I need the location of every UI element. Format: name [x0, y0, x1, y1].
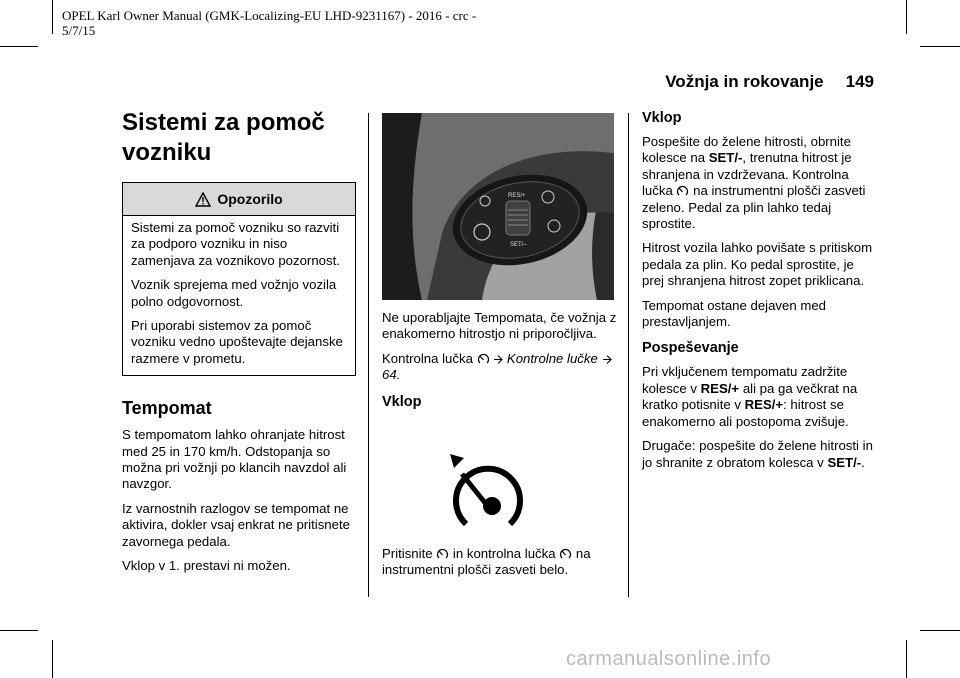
- page-reference[interactable]: 64: [382, 367, 397, 383]
- crop-mark: [52, 640, 53, 678]
- paragraph: [642, 134, 878, 232]
- paragraph: S tempomatom lahko ohranjate hitrost med 25 in 170 km/h. Odstopanja so možna pri vožnji po klancih navzdol ali navzgor.: [122, 427, 347, 492]
- cross-reference-link[interactable]: Kontrolne lučke: [506, 350, 598, 366]
- column-left: [122, 108, 358, 583]
- document-meta: [62, 8, 476, 38]
- cruise-control-icon: [559, 547, 572, 560]
- section-heading: Tempomat: [122, 398, 212, 419]
- column-middle-bottom: [382, 546, 618, 587]
- column-right: [642, 110, 878, 479]
- chapter-title: [122, 108, 358, 168]
- paragraph-text: Pritisnite: [382, 546, 433, 561]
- paragraph: Tempomat ostane dejaven med prestavljanjem.: [642, 297, 826, 330]
- warning-triangle-icon: [195, 192, 211, 207]
- res-label: RES/+: [508, 193, 526, 199]
- crop-mark: [920, 46, 960, 47]
- paragraph-text: Drugače: pospešite do želene hitrosti in jo shranite z obratom kolesca v: [642, 438, 873, 470]
- paragraph: [642, 438, 878, 471]
- cruise-control-button-icon: [448, 452, 528, 534]
- crop-mark: [0, 630, 38, 631]
- warning-title: Opozorilo: [217, 191, 283, 207]
- subsection-heading: Pospeševanje: [642, 340, 739, 357]
- paragraph: Iz varnostnih razlogov se tempomat ne aktivira, dokler vsaj enkrat ne pritisnete zavornega pedala.: [122, 500, 350, 549]
- paragraph: Ne uporabljajte Tempomata, če vožnja z enakomerno hitrostjo ni priporočljiva.: [382, 310, 617, 342]
- paragraph-text: na instrumentni plošči zasveti belo.: [382, 546, 591, 578]
- paragraph-text: Pri vključenem tempomatu zadržite kolesce v: [642, 364, 848, 396]
- subsection-heading: Vklop: [642, 110, 682, 126]
- reference-arrow-icon: [493, 354, 503, 365]
- control-label: SET/-: [708, 150, 743, 166]
- chapter-title-line: Sistemi za pomoč: [122, 109, 325, 136]
- paragraph: Kontrolna lučka Kontrolne lučke 64.: [382, 351, 618, 384]
- meta-line: OPEL Karl Owner Manual (GMK-Localizing-EU LHD-9231167) - 2016 - crc -: [62, 8, 477, 23]
- paragraph-text: Pospešite do želene hitrosti, obrnite kolesce na: [642, 134, 851, 166]
- paragraph-text: ali pa ga večkrat na kratko potisnite v: [642, 380, 858, 413]
- column-middle: [382, 310, 618, 418]
- paragraph-text: in kontrolna lučka: [452, 546, 556, 561]
- crop-mark: [52, 0, 53, 34]
- crop-mark: [0, 46, 38, 47]
- warning-text: Voznik sprejema med vožnjo vozila polno odgovornost.: [131, 277, 337, 309]
- warning-body: [123, 216, 355, 375]
- control-label: RES/+: [744, 397, 784, 413]
- paragraph-text: , trenutna hitrost je shranjena in vzdrževana. Kontrolna lučka: [642, 150, 852, 199]
- set-label: SET/–: [510, 242, 527, 248]
- paragraph-text: : hitrost se enakomerno ali postopoma zvišuje.: [642, 397, 849, 429]
- paragraph-text: .: [861, 454, 865, 470]
- warning-text: Sistemi za pomoč vozniku so razviti za podporo vozniku in niso zamenjava za voznikovo pozornost.: [131, 220, 340, 268]
- cruise-control-icon: [477, 352, 490, 365]
- meta-date: 5/7/15: [62, 23, 96, 38]
- paragraph: Vklop v 1. prestavi ni možen.: [122, 558, 291, 574]
- page-header: [665, 72, 874, 92]
- paragraph-text: Kontrolna lučka: [382, 350, 473, 366]
- warning-header: [123, 183, 355, 216]
- warning-box: [122, 182, 356, 376]
- column-divider: [368, 113, 369, 597]
- crop-mark: [906, 0, 907, 34]
- chapter-title-line: vozniku: [122, 139, 212, 166]
- control-label: SET/-: [827, 454, 862, 470]
- paragraph-text: na instrumentni plošči zasveti zeleno. Pedal za plin lahko tedaj sprostite.: [642, 183, 866, 232]
- paragraph: [642, 364, 878, 430]
- subsection-heading: Vklop: [382, 393, 422, 410]
- warning-text: Pri uporabi sistemov za pomoč vozniku vedno upoštevajte dejanske razmere v prometu.: [131, 318, 343, 366]
- steering-wheel-controls-photo: [382, 113, 614, 300]
- page-number: 149: [845, 72, 874, 91]
- control-label: RES/+: [700, 380, 740, 396]
- section-title: Vožnja in rokovanje: [665, 72, 824, 91]
- column-divider: [628, 113, 629, 597]
- cruise-control-icon: [436, 547, 449, 560]
- paragraph: Hitrost vozila lahko povišate s pritiskom pedala za plin. Ko pedal sprostite, je prej shranjena hitrost zopet priklicana.: [642, 240, 873, 289]
- crop-mark: [920, 630, 960, 631]
- watermark: carmanualsonline.info: [566, 648, 772, 670]
- reference-arrow-icon: [602, 354, 612, 365]
- crop-mark: [906, 640, 907, 678]
- paragraph: [382, 546, 618, 579]
- cruise-control-icon: [676, 184, 689, 197]
